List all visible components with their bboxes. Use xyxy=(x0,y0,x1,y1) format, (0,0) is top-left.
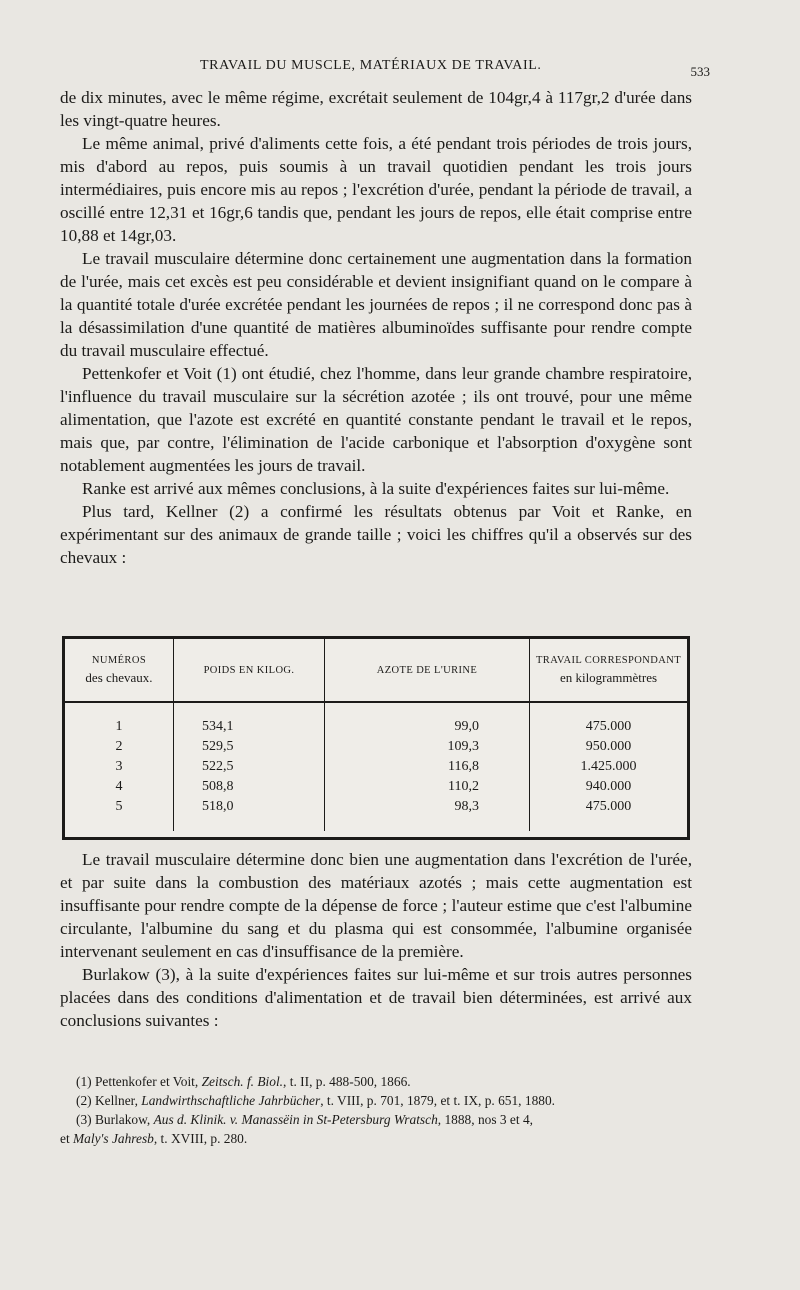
footnote-3-ref: , 1888, nos 3 et 4, xyxy=(437,1112,533,1127)
paragraph: Pettenkofer et Voit (1) ont étudié, chez l'homme, dans leur grande chambre respiratoire, l'influence du travail musculaire sur la sécrétion azotée ; ils ont trouvé, pour une même alimentation, que l'azote est excrété en quantité constante pendant le travail et le repos, mais que, par contre, l'élimination de l'acide carbonique et l'absorption d'oxygène sont notablement augmentées les jours de travail. xyxy=(60,364,692,475)
table-row xyxy=(65,737,687,757)
cell-travail: 950.000 xyxy=(585,739,632,754)
paragraph: Burlakow (3), à la suite d'expériences faites sur lui-même et sur trois autres personnes placées dans des conditions d'alimentation et de travail bien déterminées, est arrivé aux conclusions suivantes : xyxy=(60,965,692,1030)
footnote-2-text: (2) Kellner, xyxy=(76,1093,142,1108)
cell-azote: 116,8 xyxy=(325,757,530,777)
footnote-1-journal: Zeitsch. f. Biol. xyxy=(201,1074,284,1089)
paragraph: Le travail musculaire détermine donc certainement une augmentation dans la formation de l'urée, mais cet excès est peu considérable et devient insignifiant quand on le compare à la quantité totale d'urée excrétée pendant les journées de repos ; il ne correspond donc pas à la désassimilation d'une quantité de matières albuminoïdes suffisante pour rendre compte du travail musculaire effectué. xyxy=(60,249,692,360)
footnote-2-ref: , t. VIII, p. 701, 1879, et t. IX, p. 651, 1880. xyxy=(320,1093,556,1108)
header-poids: POIDS EN KILOG. xyxy=(174,639,325,702)
footnote-2-journal: Landwirthschaftliche Jahrbücher xyxy=(141,1093,321,1108)
cell-num: 2 xyxy=(65,737,174,757)
cell-num: 1 xyxy=(65,702,174,737)
header-travail-sub: en kilogrammètres xyxy=(559,669,658,685)
footnote-1-ref: , t. II, p. 488-500, 1866. xyxy=(283,1074,411,1089)
table-row xyxy=(65,797,687,831)
footnote-3-journal: Aus d. Klinik. v. Manassëin in St-Petersburg Wratsch xyxy=(153,1112,438,1127)
cell-travail: 1.425.000 xyxy=(580,759,637,774)
page-number: 533 xyxy=(690,64,710,79)
cell-azote: 109,3 xyxy=(325,737,530,757)
header-travail-main: TRAVAIL CORRESPONDANT xyxy=(535,654,682,666)
cell-travail: 940.000 xyxy=(585,779,632,794)
table-header-row xyxy=(65,639,687,702)
footnote-3-text: (3) Burlakow, xyxy=(76,1112,154,1127)
cell-num: 5 xyxy=(65,797,174,831)
cell-poids: 518,0 xyxy=(174,797,325,831)
paragraph: Ranke est arrivé aux mêmes conclusions, à la suite d'expériences faites sur lui-même. xyxy=(82,479,670,498)
footnote-2 xyxy=(60,1091,692,1110)
cell-azote: 99,0 xyxy=(325,702,530,737)
footnote-3-continued xyxy=(60,1129,692,1148)
header-azote: AZOTE DE L'URINE xyxy=(325,639,530,702)
paragraph: Le travail musculaire détermine donc bien une augmentation dans l'excrétion de l'urée, et par suite dans la combustion des matériaux azotés ; mais cette augmentation est insuffisante pour rendre compte de la dépense de force ; l'auteur estime que c'est l'albumine circulante, l'albumine du sang et du plasma qui est consommée, l'albumine organisée intervenant seulement en cas d'insuffisance de la première. xyxy=(60,850,692,961)
header-numeros xyxy=(65,639,174,702)
cell-poids: 508,8 xyxy=(174,777,325,797)
cell-num: 3 xyxy=(65,757,174,777)
table-row xyxy=(65,702,687,737)
cell-num: 4 xyxy=(65,777,174,797)
cell-travail: 475.000 xyxy=(585,719,632,734)
footnotes xyxy=(60,1072,692,1148)
running-head xyxy=(60,58,710,82)
cell-poids: 529,5 xyxy=(174,737,325,757)
cell-poids: 522,5 xyxy=(174,757,325,777)
footnote-3-cont-journal: Maly's Jahresb xyxy=(73,1131,154,1146)
header-numeros-sub: des chevaux. xyxy=(85,669,153,685)
footnote-3 xyxy=(60,1110,692,1129)
footnote-3-cont-ref: , t. XVIII, p. 280. xyxy=(153,1131,248,1146)
cell-poids: 534,1 xyxy=(174,702,325,737)
cell-azote: 110,2 xyxy=(325,777,530,797)
horses-table xyxy=(62,636,690,840)
running-title: TRAVAIL DU MUSCLE, MATÉRIAUX DE TRAVAIL. xyxy=(200,58,542,73)
header-travail xyxy=(530,639,688,702)
footnote-1 xyxy=(60,1072,692,1091)
cell-azote: 98,3 xyxy=(325,797,530,831)
body-text-bottom xyxy=(60,848,692,1032)
footnote-3-cont-text: et xyxy=(60,1131,74,1146)
table-row xyxy=(65,777,687,797)
paragraph: Plus tard, Kellner (2) a confirmé les résultats obtenus par Voit et Ranke, en expérimentant sur des animaux de grande taille ; voici les chiffres qu'il a observés sur des chevaux : xyxy=(60,502,692,567)
horses-data-table xyxy=(65,639,687,831)
header-numeros-main: NUMÉROS xyxy=(91,654,147,666)
footnote-1-text: (1) Pettenkofer et Voit, xyxy=(76,1074,202,1089)
paragraph: Le même animal, privé d'aliments cette fois, a été pendant trois périodes de trois jours, mis d'abord au repos, puis soumis à un travail quotidien pendant les trois jours intermédiaires, puis encore mis au repos ; l'excrétion d'urée, pendant la période de travail, a oscillé entre 12,31 et 16gr,6 tandis que, pendant les jours de repos, elle était comprise entre 10,88 et 14gr,03. xyxy=(60,134,692,245)
table-row xyxy=(65,757,687,777)
cell-travail: 475.000 xyxy=(585,799,632,814)
body-text-top xyxy=(60,86,692,569)
paragraph: de dix minutes, avec le même régime, excrétait seulement de 104gr,4 à 117gr,2 d'urée dans les vingt-quatre heures. xyxy=(60,88,692,130)
